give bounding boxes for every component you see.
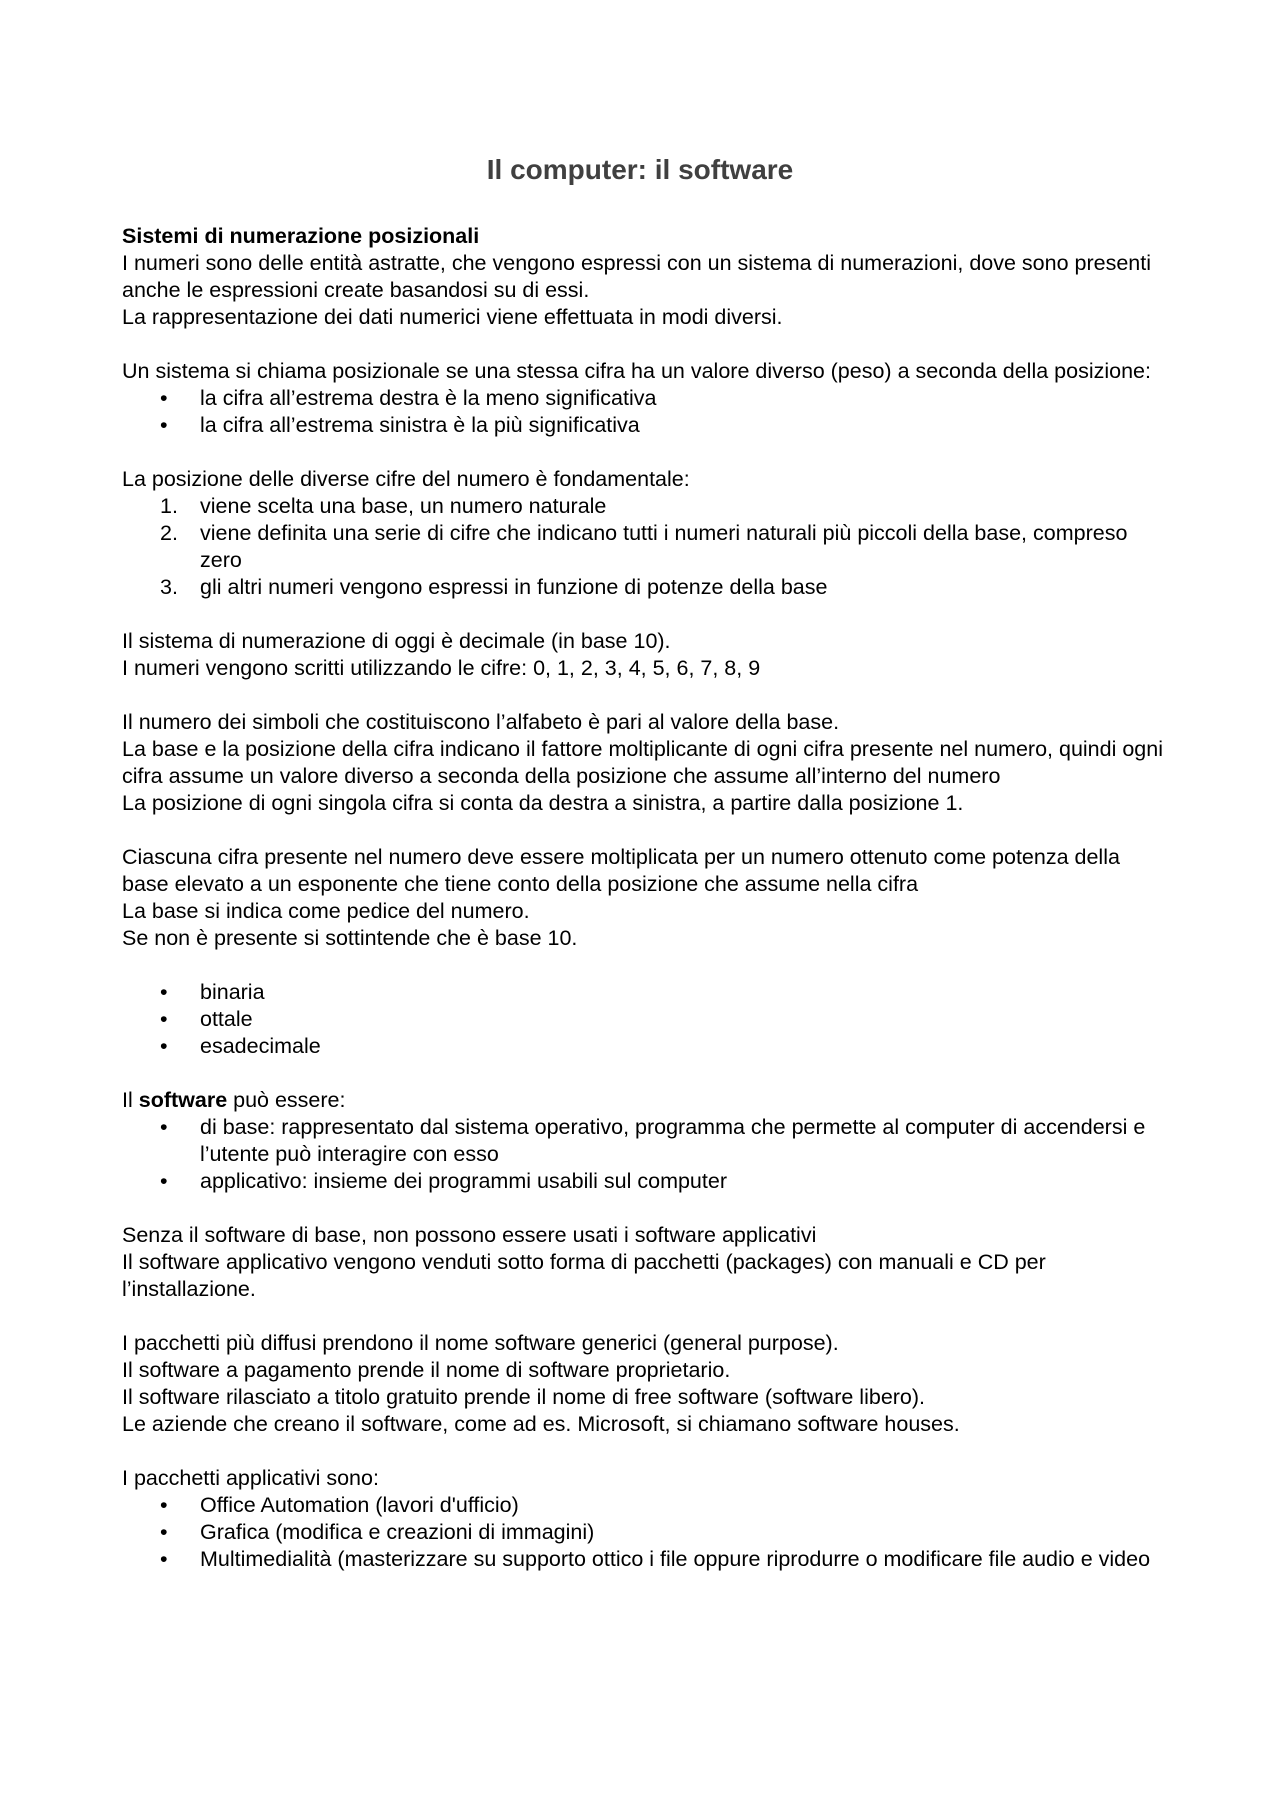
paragraph [122, 1087, 1172, 1114]
paragraph: La posizione di ogni singola cifra si conta da destra a sinistra, a partire dalla posizione 1. [122, 791, 964, 815]
list-number: 2. [160, 521, 178, 545]
section-heading: Sistemi di numerazione posizionali [122, 224, 480, 248]
document-body [122, 223, 1172, 1573]
list-item-text: viene scelta una base, un numero naturale [200, 494, 607, 518]
paragraph: Il software a pagamento prende il nome di software proprietario. [122, 1358, 731, 1382]
paragraph: La base si indica come pedice del numero. [122, 899, 530, 923]
paragraph: La rappresentazione dei dati numerici viene effettuata in modi diversi. [122, 305, 783, 329]
numbered-list [122, 493, 1172, 601]
list-item: • esadecimale [122, 1033, 1172, 1060]
text-run: Il [122, 1088, 139, 1112]
list-item: • Office Automation (lavori d'ufficio) [122, 1492, 1172, 1519]
list-item [122, 493, 1172, 520]
paragraph: Il software applicativo vengono venduti sotto forma di pacchetti (packages) con manuali e CD per l’installazione. [122, 1250, 1046, 1301]
list-item [122, 520, 1172, 574]
list-item: • Grafica (modifica e creazioni di immagini) [122, 1519, 1172, 1546]
paragraph: Le aziende che creano il software, come ad es. Microsoft, si chiamano software houses. [122, 1412, 960, 1436]
bullet-list [122, 385, 1172, 439]
paragraph: Un sistema si chiama posizionale se una stessa cifra ha un valore diverso (peso) a seconda della posizione: [122, 359, 1151, 383]
list-item: • di base: rappresentato dal sistema operativo, programma che permette al computer di accendersi e l’utente può interagire con esso [122, 1114, 1172, 1168]
list-item: • ottale [122, 1006, 1172, 1033]
paragraph: I numeri sono delle entità astratte, che vengono espressi con un sistema di numerazioni, dove sono presenti anche le espressioni create basandosi su di essi. [122, 251, 1152, 302]
list-item: • applicativo: insieme dei programmi usabili sul computer [122, 1168, 1172, 1195]
list-item: • binaria [122, 979, 1172, 1006]
paragraph: Senza il software di base, non possono essere usati i software applicativi [122, 1223, 817, 1247]
paragraph: Ciascuna cifra presente nel numero deve essere moltiplicata per un numero ottenuto come potenza della base elevato a un esponente che tiene conto della posizione che assume nella cifra [122, 845, 1120, 896]
paragraph: Il software rilasciato a titolo gratuito prende il nome di free software (software libero). [122, 1385, 926, 1409]
list-item-text: gli altri numeri vengono espressi in funzione di potenze della base [200, 575, 828, 599]
bullet-list [122, 979, 1172, 1060]
paragraph: I numeri vengono scritti utilizzando le cifre: 0, 1, 2, 3, 4, 5, 6, 7, 8, 9 [122, 656, 761, 680]
list-item: • la cifra all’estrema sinistra è la più significativa [122, 412, 1172, 439]
list-item-text: viene definita una serie di cifre che indicano tutti i numeri naturali più piccoli della base, compreso zero [200, 521, 1128, 572]
list-number: 3. [160, 575, 178, 599]
bullet-list [122, 1114, 1172, 1195]
paragraph: I pacchetti applicativi sono: [122, 1466, 379, 1490]
paragraph: Se non è presente si sottintende che è base 10. [122, 926, 578, 950]
list-number: 1. [160, 494, 178, 518]
page-title: Il computer: il software [486, 154, 794, 185]
list-item [122, 574, 1172, 601]
paragraph: La base e la posizione della cifra indicano il fattore moltiplicante di ogni cifra presente nel numero, quindi ogni cifra assume un valore diverso a seconda della posizione che assume all’interno del numero [122, 737, 1163, 788]
list-item: • la cifra all’estrema destra è la meno significativa [122, 385, 1172, 412]
paragraph: Il sistema di numerazione di oggi è decimale (in base 10). [122, 629, 671, 653]
list-item: • Multimedialità (masterizzare su supporto ottico i file oppure riprodurre o modificare file audio e video [122, 1546, 1172, 1573]
paragraph: I pacchetti più diffusi prendono il nome software generici (general purpose). [122, 1331, 839, 1355]
paragraph: Il numero dei simboli che costituiscono l’alfabeto è pari al valore della base. [122, 710, 840, 734]
paragraph: La posizione delle diverse cifre del numero è fondamentale: [122, 467, 690, 491]
bullet-list [122, 1492, 1172, 1573]
bold-term: software [138, 1088, 228, 1112]
text-run: può essere: [227, 1088, 346, 1112]
